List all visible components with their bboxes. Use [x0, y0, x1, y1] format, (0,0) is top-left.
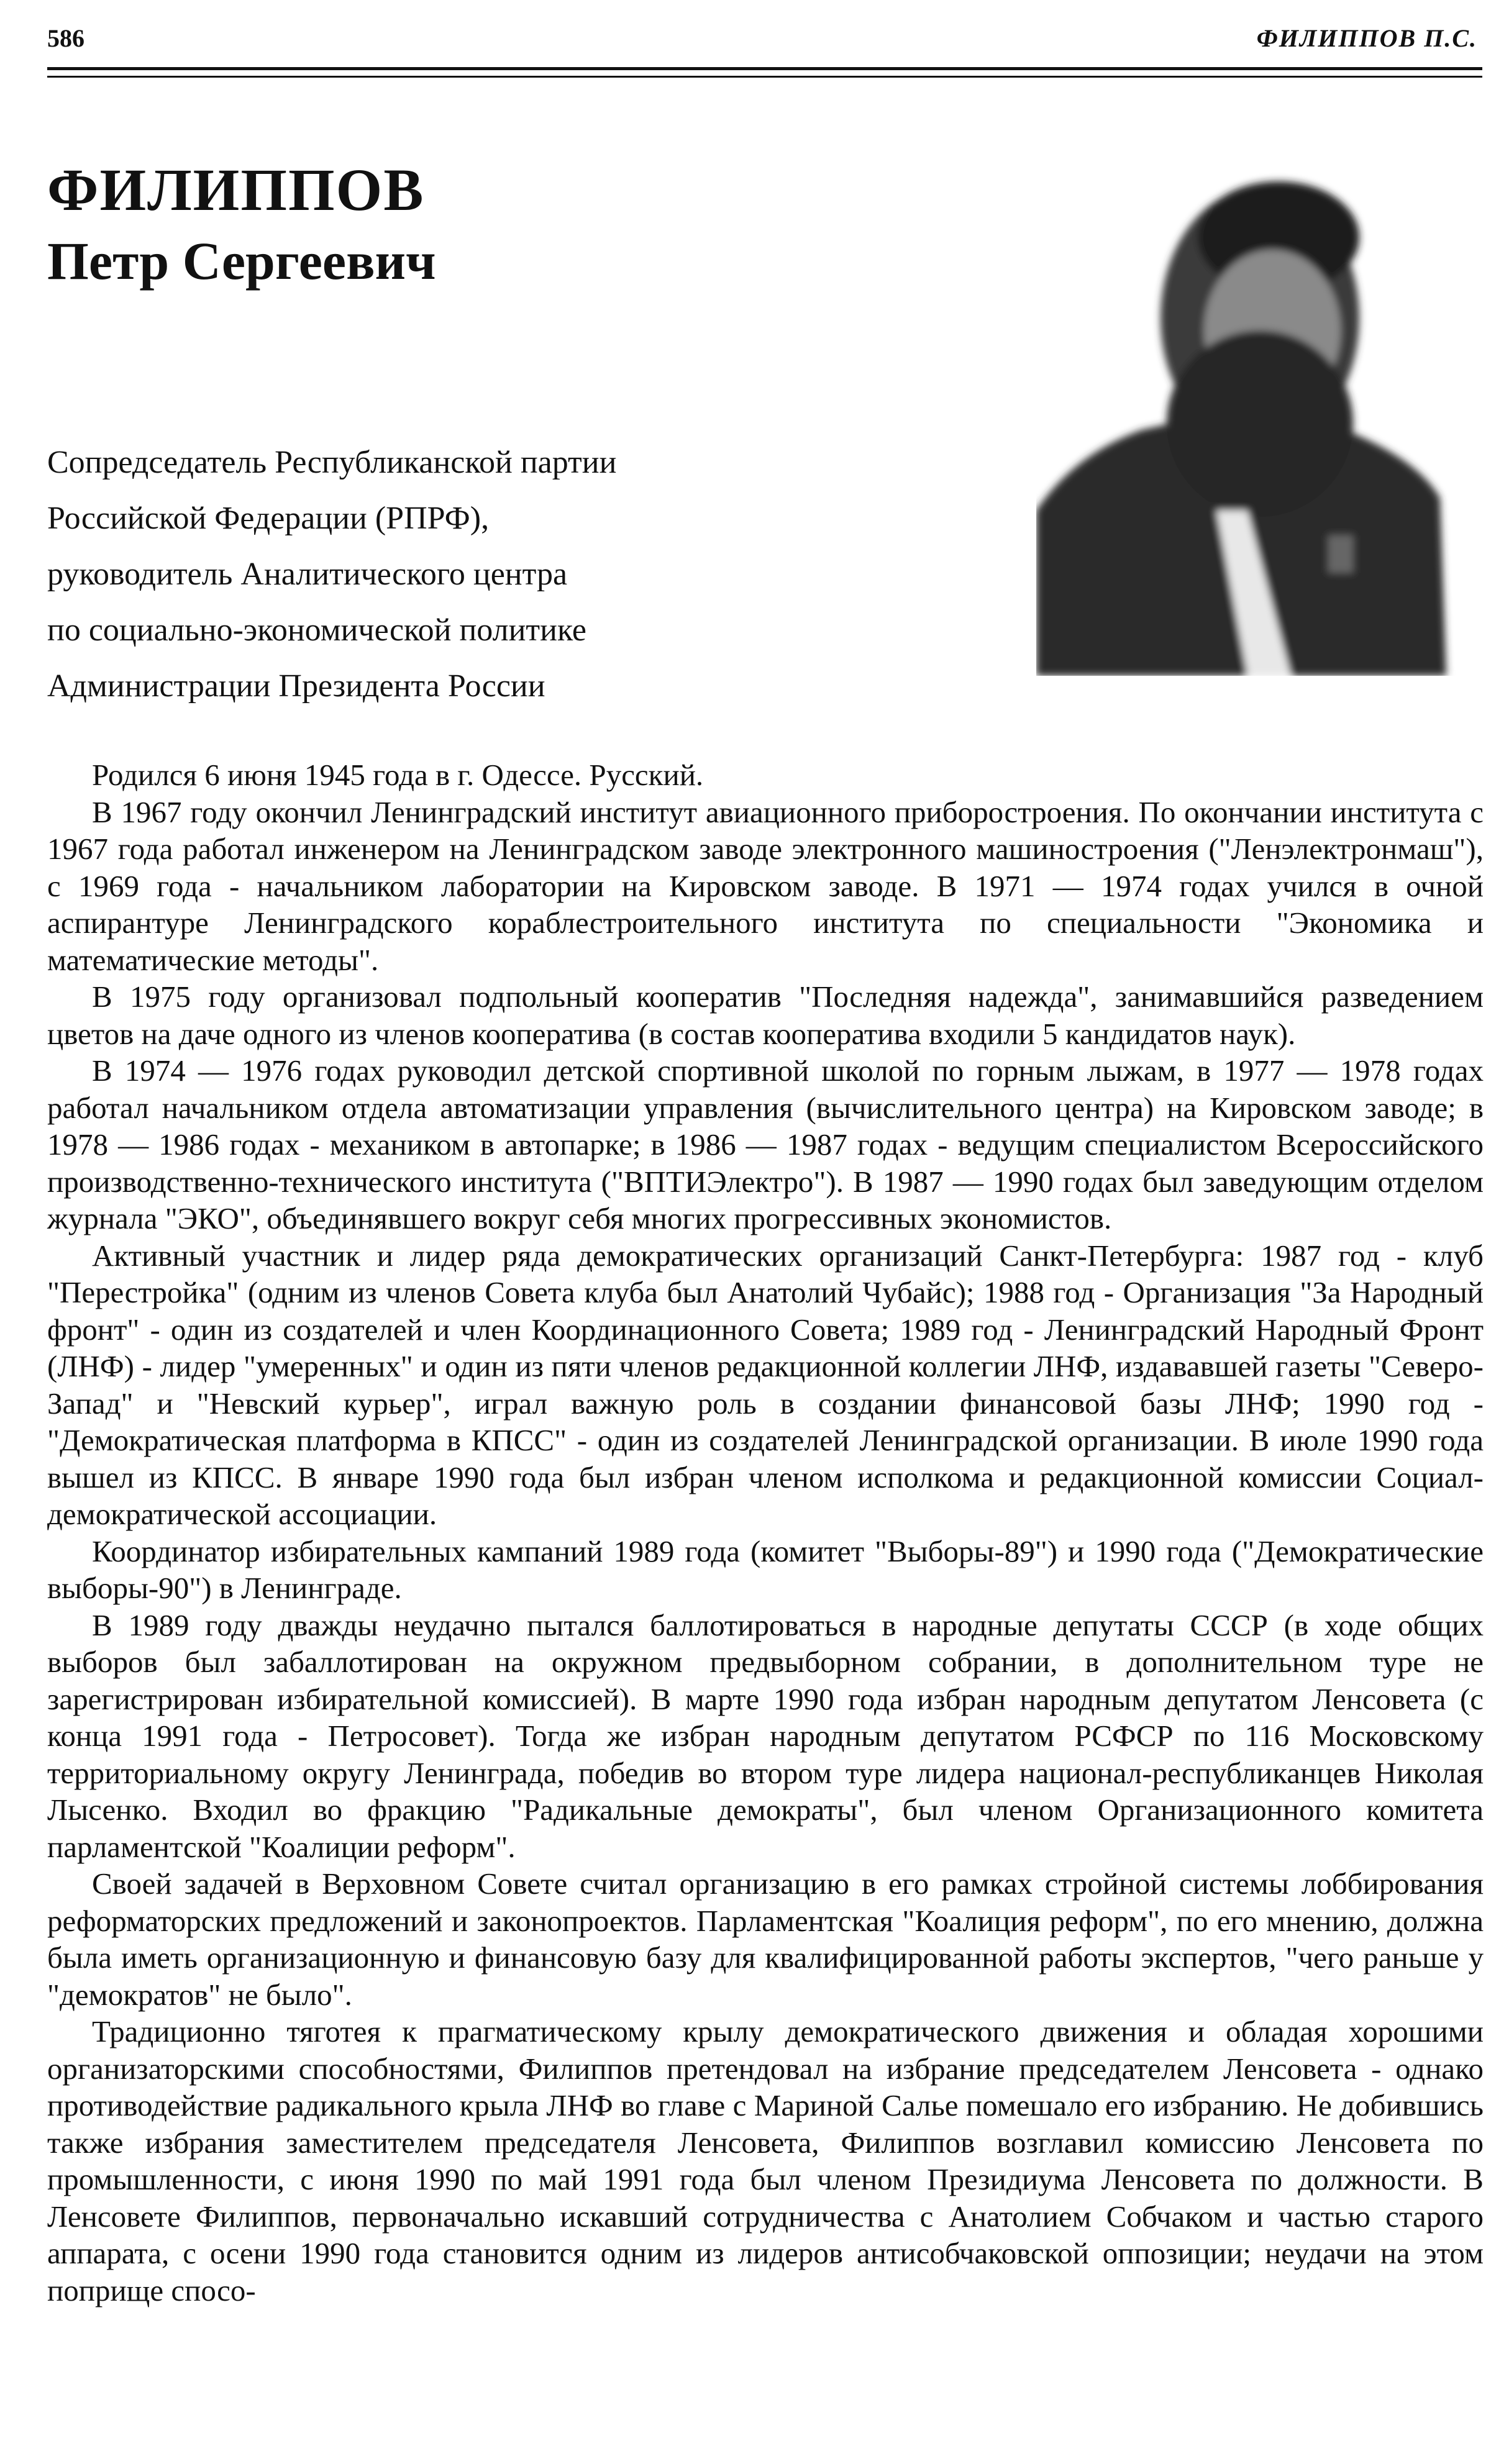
paragraph: В 1975 году организовал подпольный кооператив "Последняя надежда", занимавшийся разведением цветов на даче одного из членов кооператива (в состав кооператива входили 5 кандидатов наук).	[47, 980, 1484, 1051]
given-names-heading: Петр Сергеевич	[47, 231, 436, 291]
position-line: Российской Федерации (РПРФ),	[47, 501, 490, 536]
position-line: руководитель Аналитического центра	[47, 557, 568, 592]
header-rule	[47, 67, 1482, 70]
position-line: Сопредседатель Республиканской партии	[47, 445, 617, 480]
paragraph: Традиционно тяготея к прагматическому крылу демократического движения и обладая хорошими организаторскими способностями, Филиппов претендовал на избрание председателем Ленсовета - однако противодействие радикального крыла ЛНФ во главе с Мариной Салье помешало его избранию. Не добившись также избрания заместителем председателя Ленсовета, Филиппов возглавил комиссию Ленсовета по промышленности, с июня 1990 по май 1991 года был членом Президиума Ленсовета по должности. В Ленсовете Филиппов, первоначально искавший сотрудничества с Анатолием Собчаком и частью старого аппарата, с осени 1990 года становится одним из лидеров антисобчаковской оппозиции; неудачи на этом поприще спосо-	[47, 2014, 1484, 2307]
running-title: ФИЛИППОВ П.С.	[1256, 24, 1477, 52]
position-title	[47, 435, 616, 714]
paragraph: Своей задачей в Верховном Совете считал организацию в его рамках стройной системы лоббирования реформаторских предложений и законопроектов. Парламентская "Коалиция реформ", по его мнению, должна была иметь организационную и финансовую базу для квалифицированной работы экспертов, "чего раньше у "демократов" не было".	[47, 1866, 1484, 2012]
paragraph: В 1967 году окончил Ленинградский институт авиационного приборостроения. По окончании института с 1967 года работал инженером на Ленинградском заводе электронного машиностроения ("Ленэлектронмаш"), с 1969 года - начальником лаборатории на Кировском заводе. В 1971 — 1974 годах учился в очной аспирантуре Ленинградского кораблестроительного института по специальности "Экономика и математические методы".	[47, 794, 1484, 977]
position-line: по социально-экономической политике	[47, 612, 587, 648]
paragraph: Координатор избирательных кампаний 1989 года (комитет "Выборы-89") и 1990 года ("Демократические выборы-90") в Ленинграде.	[47, 1534, 1484, 1605]
paragraph: В 1974 — 1976 годах руководил детской спортивной школой по горным лыжам, в 1977 — 1978 годах работал начальником отдела автоматизации управления (вычислительного центра) на Кировском заводе; в 1978 — 1986 годах - механиком в автопарке; в 1986 — 1987 годах - ведущим специалистом Всероссийского производственно-технического института ("ВПТИЭлектро"). В 1987 — 1990 годах был заведующим отделом журнала "ЭКО", объединявшего вокруг себя многих прогрессивных экономистов.	[47, 1053, 1484, 1235]
paragraph: Активный участник и лидер ряда демократических организаций Санкт-Петербурга: 1987 год - клуб "Перестройка" (одним из членов Совета клуба был Анатолий Чубайс); 1988 год - Организация "За Народный фронт" - один из создателей и член Координационного Совета; 1989 год - Ленинградский Народный Фронт (ЛНФ) - лидер "умеренных" и один из пяти членов редакционной коллегии ЛНФ, издававшей газеты "Северо-Запад" и "Невский курьер", играл важную роль в создании финансовой базы ЛНФ; 1990 год - "Демократическая платформа в КПСС" - один из создателей Ленинградской организации. В июле 1990 года вышел из КПСС. В январе 1990 года был избран членом исполкома и редакционной комиссии Социал-демократической ассоциации.	[47, 1238, 1484, 1531]
position-line: Администрации Президента России	[47, 668, 545, 704]
portrait-photo	[1036, 163, 1471, 676]
paragraph: Родился 6 июня 1945 года в г. Одессе. Русский.	[92, 758, 704, 792]
paragraph: В 1989 году дважды неудачно пытался баллотироваться в народные депутаты СССР (в ходе общих выборов был забаллотирован на окружном предвыборном собрании, в дополнительном туре не зарегистрирован избирательной комиссией). В марте 1990 года избран народным депутатом Ленсовета (с конца 1991 года - Петросовет). Тогда же избран народным депутатом РСФСР по 116 Московскому территориальному округу Ленинграда, победив во втором туре лидера национал-республиканцев Николая Лысенко. Входил во фракцию "Радикальные демократы", был членом Организационного комитета парламентской "Коалиции реформ".	[47, 1607, 1484, 1864]
header-rule-thin	[47, 76, 1482, 78]
biography-text	[47, 757, 1484, 2309]
surname-heading: ФИЛИППОВ	[47, 157, 425, 223]
page-number: 586	[47, 24, 84, 52]
